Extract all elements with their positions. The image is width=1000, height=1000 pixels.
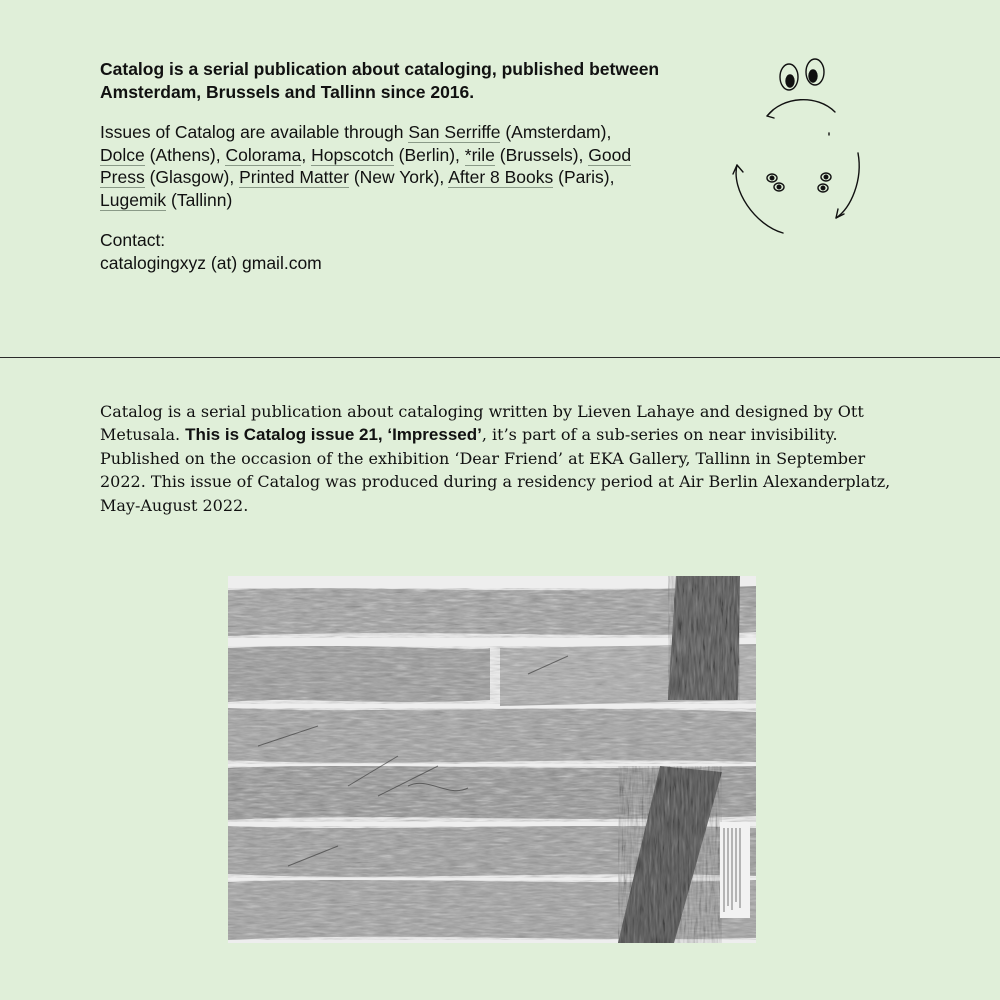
publication-photo [228,576,756,943]
stockist-link-colorama[interactable]: Colorama [225,144,302,165]
contact-block [100,229,660,274]
description-end: , it’s part of a sub-series on near invisibility. Published on the occasion of the exhibition ‘Dear Friend’ at EKA Gallery, Tallinn in September 2022. This issue of Catalog was produced during a residency period at Air Berlin Alexanderplatz, May-August 2022. [100,425,891,515]
stockist-city: , [301,144,312,165]
stockist-link-rile[interactable]: *rile [464,144,495,165]
info-block [100,58,660,274]
stockists-lead: Issues of Catalog are available through [100,122,409,142]
contact-email[interactable]: catalogingxyz (at) gmail.com [100,252,322,273]
stockist-link-lugemik[interactable]: Lugemik [100,189,167,210]
stockist-link-after-8-books[interactable]: After 8 Books [448,167,554,187]
contact-label: Contact: [100,230,166,250]
stockist-link-hopscotch[interactable]: Hopscotch [311,144,394,165]
stockist-city: (New York), [348,167,449,187]
stockist-city: (Tallinn) [166,189,233,210]
stockist-city: (Paris), [553,167,615,187]
description-start: Catalog is a serial publication about cataloging written by Lieven Lahaye and designed by Ott Metusala. [100,402,864,445]
stockists-paragraph [100,121,660,211]
intro-text: Catalog is a serial publication about cataloging, published between Amsterdam, Brussels and Tallinn since 2016. [100,59,660,102]
stockist-link-san-serriffe[interactable]: San Serriffe [408,122,501,142]
stockist-link-good-press[interactable]: Good Press [100,144,632,187]
stockist-city: (Berlin), [393,144,465,165]
stockist-city: (Brussels), [494,144,589,165]
stockist-link-dolce[interactable]: Dolce [100,144,145,165]
doodle-face-icon [725,50,870,245]
stockist-city: (Glasgow), [144,167,240,187]
stockist-city: (Amsterdam), [500,122,612,142]
stockist-link-printed-matter[interactable]: Printed Matter [239,167,349,187]
issue-description [100,400,900,517]
issue-title-highlight: This is Catalog issue 21, ‘Impressed’ [185,425,482,445]
stockist-city: (Athens), [144,144,226,165]
section-divider [0,357,1000,358]
